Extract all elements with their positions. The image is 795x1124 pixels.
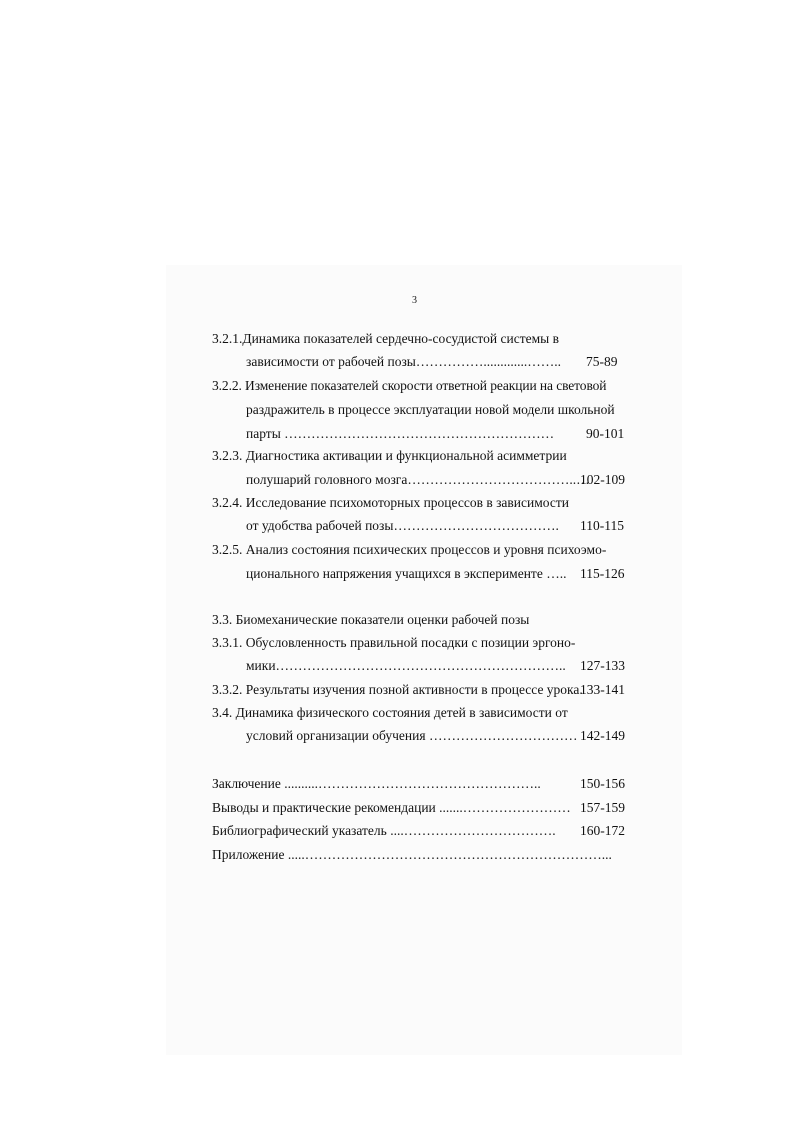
toc-page-range: 150-156 <box>580 776 625 791</box>
toc-line: от удобства рабочей позы………………………………. <box>246 518 559 533</box>
page-number: 3 <box>412 295 417 306</box>
toc-line: ционального напряжения учащихся в эксперименте ….. <box>246 566 567 581</box>
toc-line: 3.2.3. Диагностика активации и функциональной асимметрии <box>212 448 567 463</box>
toc-page-range: 142-149 <box>580 728 625 743</box>
toc-page-range: 133-141 <box>580 682 625 697</box>
toc-page-range: 160-172 <box>580 823 625 838</box>
toc-line: Выводы и практические рекомендации .......…………………… <box>212 800 571 815</box>
toc-line: парты …………………………………………………… <box>246 426 555 441</box>
toc-line: Библиографический указатель ....……………………………. <box>212 823 556 838</box>
toc-line: Заключение ..........………………………………………….. <box>212 776 541 791</box>
toc-line: Приложение .....…………………………………………………………... <box>212 847 612 862</box>
toc-line: 3.3.1. Обусловленность правильной посадки с позиции эргоно- <box>212 635 576 650</box>
toc-page-range: 75-89 <box>586 354 618 369</box>
toc-line: 3.2.2. Изменение показателей скорости ответной реакции на световой <box>212 378 607 393</box>
toc-line: раздражитель в процессе эксплуатации новой модели школьной <box>246 402 615 417</box>
toc-line: 3.2.4. Исследование психомоторных процессов в зависимости <box>212 495 569 510</box>
toc-line: 3.3. Биомеханические показатели оценки рабочей позы <box>212 612 530 627</box>
toc-line: зависимости от рабочей позы…………….............…….. <box>246 354 562 369</box>
toc-page-range: 157-159 <box>580 800 625 815</box>
toc-line: 3.2.1.Динамика показателей сердечно-сосудистой системы в <box>212 331 559 346</box>
toc-page-range: 102-109 <box>580 472 625 487</box>
toc-page-range: 115-126 <box>580 566 625 581</box>
toc-line: полушарий головного мозга………………………………..… <box>246 472 590 487</box>
toc-page-range: 110-115 <box>580 518 624 533</box>
toc-line: 3.3.2. Результаты изучения позной активности в процессе урока. <box>212 682 583 697</box>
toc-line: 3.2.5. Анализ состояния психических процессов и уровня психоэмо- <box>212 542 607 557</box>
toc-line: мики……………………………………………………….. <box>246 658 566 673</box>
toc-line: 3.4. Динамика физического состояния детей в зависимости от <box>212 705 568 720</box>
toc-line: условий организации обучения …………………………… <box>246 728 578 743</box>
toc-page-range: 90-101 <box>586 426 625 441</box>
toc-page-range: 127-133 <box>580 658 625 673</box>
